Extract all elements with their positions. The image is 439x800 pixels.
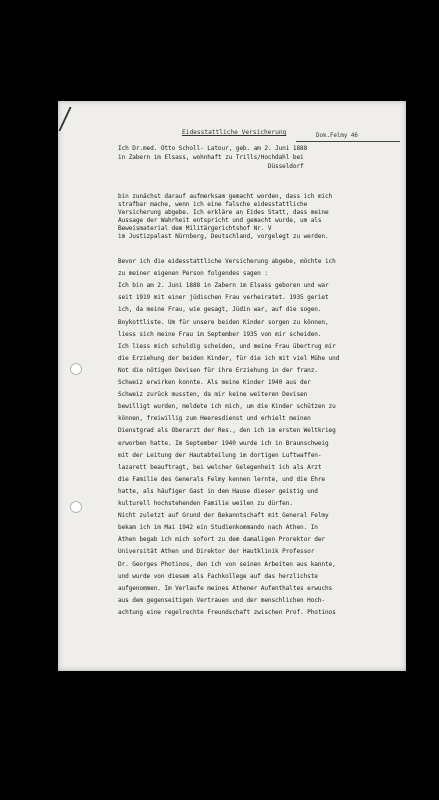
text-line: aus dem gegenseitigen Vertrauen und der menschlichen Hoch- [118, 596, 325, 604]
text-line: und wurde von diesem als Fachkollege auf das herzlichste [118, 572, 318, 580]
text-line: achtung eine regelrechte Freundschaft zwischen Prof. Photinos [118, 608, 336, 616]
text-line: Ich liess mich schuldig scheiden, und meine Frau übertrug mir [118, 342, 336, 350]
text-line: mit der Leitung der Hautabteilung im dortigen Luftwaffen- [118, 451, 322, 459]
text-line: bin zunächst darauf aufmerksam gemacht worden, dass ich mich [118, 193, 333, 200]
text-line: strafbar mache, wenn ich eine falsche eidesstattliche [118, 201, 308, 208]
text-line: Nicht zuletzt auf Grund der Bekanntschaft mit General Felmy [118, 512, 329, 520]
text-line: Dr. Georges Photinos, den ich von seinen Arbeiten aus kannte, [118, 560, 336, 568]
text-line: Aussage der Wahrheit entspricht und gemacht wurde, um als [118, 217, 322, 224]
text-line: erworben hatte. Im September 1940 wurde ich in Braunschweig [118, 439, 329, 447]
text-line: Universität Athen und Direktor der Hautklinik Professor [118, 548, 315, 556]
punch-hole [70, 501, 82, 513]
text-line: die Familie des Generals Felmy kennen lernte, und die Ehre [118, 475, 325, 483]
text-line: bewilligt wurden, meldete ich mich, um die Kinder schützen zu [118, 403, 336, 411]
reference-rule [296, 141, 400, 142]
text-line: seit 1919 mit einer jüdischen Frau verheiratet. 1935 geriet [118, 294, 329, 302]
text-line: Schweiz erwirken konnte. Als meine Kinder 1940 aus der [118, 379, 311, 386]
text-line: Schweiz zurück mussten, da mir keine weiteren Devisen [118, 391, 308, 399]
text-line: Not die nötigen Devisen für ihre Erziehung in der franz. [118, 366, 318, 374]
text-line: Ich bin am 2. Juni 1888 in Zabern im Elsass geboren und war [118, 282, 329, 290]
text-line: Ich Dr.med. Otto Scholl- Latour, geb. am 2. Juni 1888 [118, 145, 308, 152]
pen-mark [58, 107, 85, 131]
text-line: Athen begab ich mich sofort zu dem damaligen Prorektor der [118, 536, 325, 544]
text-line: Düsseldorf [118, 163, 304, 170]
document-page [58, 101, 406, 671]
text-line: Bevor ich die eidesstattliche Versicherung abgebe, möchte ich [118, 258, 336, 265]
text-line: die Erziehung der beiden Kinder, für die ich mit viel Mühe und [118, 354, 340, 362]
document-reference: Dok.Felmy 46 [316, 133, 358, 139]
text-line: können, freiwillig zum Heeresdienst und erhielt meinen [118, 415, 311, 423]
punch-hole [70, 363, 82, 375]
text-line: lazarett beauftragt, bei welcher Gelegenheit ich als Arzt [118, 463, 322, 471]
text-line: Beweismaterial dem Militärgerichtshof Nr. V [118, 225, 272, 232]
text-line: hatte, als häufiger Gast in dem Hause dieser geistig und [118, 487, 318, 495]
text-line: ich, da meine Frau, wie gesagt, Jüdin war, auf die sogen. [118, 306, 322, 314]
text-line: Versicherung abgebe. Ich erkläre an Eides Statt, dass meine [118, 209, 329, 216]
document-title: Eidesstattliche Versicherung [182, 129, 287, 136]
text-line: liess sich meine Frau im September 1935 von mir scheiden. [118, 330, 322, 338]
text-line: im Justizpalast Nürnberg, Deutschland, vorgelegt zu werden. [118, 233, 329, 240]
text-line: aufgenommen. Im Verlaufe meines Athener Aufenthaltes erwuchs [118, 584, 333, 592]
text-line: zu meiner eigenen Person folgendes sagen : [118, 270, 268, 278]
text-line: kulturell hochstehenden Familie weilen zu dürfen. [118, 500, 293, 507]
text-line: bekam ich im Mai 1942 ein Studienkommando nach Athen. In [118, 524, 318, 532]
text-line: Boykottliste. Um für unsere beiden Kinder sorgen zu können, [118, 318, 329, 326]
text-line: Dienstgrad als Oberarzt der Res., den ich im ersten Weltkrieg [118, 427, 336, 435]
text-line: in Zabern im Elsass, wohnhaft zu Trills/Hochdahl bei [118, 154, 304, 161]
